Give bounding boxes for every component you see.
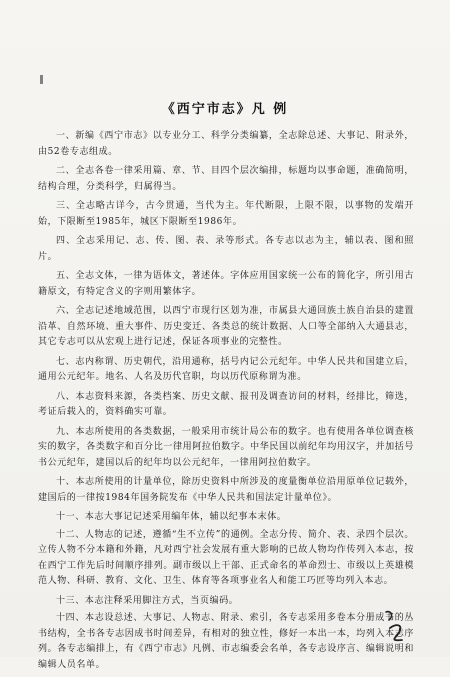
paragraph-6: 六、全志记述地域范围，以西宁市现行区划为准，市属县大通回族土族自治县的建置沿革、自然环境、重大事件、历史变迁、各类总的统计数据、人口等全部纳入大通县志，其它专志可以从宏观上进行记述，保证各项事业的完整性。	[38, 306, 414, 347]
paragraph-2: 二、全志各卷一律采用篇、章、节、目四个层次编排，标题均以事命题，准确简明，结构合理，分类科学，归属得当。	[38, 166, 414, 192]
paragraph-12: 十二、人物志的记述，遵循“生不立传”的通例。全志分传、简介、表、录四个层次。立传人物不分本籍和外籍，凡对西宁社会发展有重大影响的已故人物均作传列入本志，按在西宁工作先后时间顺序排列。副市级以上干部、正式命名的革命烈士、市级以上英雄模范人物、科研、教育、文化、卫生、体育等各项事业名人和能工巧匠等均列入本志。	[38, 529, 414, 586]
paragraph-14: 十四、本志设总述、大事记、人物志、附录、索引，各专志采用多卷本分册成书的丛书结构，全书各专志因成书时间差异，有相对的独立性，修好一本出一本，均列入本志序列。各专志编排上，有《西宁市志》凡例、市志编委会名单，各专志设序言、编辑说明和编辑人员名单。	[38, 613, 414, 670]
paragraph-11: 十一、本志大事记记述采用编年体，辅以纪事本末体。	[56, 512, 287, 522]
paragraph-10: 十、本志所使用的计量单位，除历史资料中所涉及的度量衡单位沿用原单位记载外，建国后的一律按1984年国务院发布《中华人民共和国法定计量单位》。	[38, 477, 414, 503]
paragraph-13: 十三、本志注释采用脚注方式，当页编码。	[56, 595, 239, 606]
handwritten-mark	[382, 606, 412, 646]
paragraph-5: 五、全志文体，一律为语体文，著述体。字体应用国家统一公布的简化字，所引用古籍原文，有特定含义的字则用繁体字。	[38, 271, 414, 297]
handwritten-mark-drawing	[382, 606, 412, 646]
paragraph-1: 一、新编《西宁市志》以专业分工、科学分类编纂，全志除总述、大事记、附录外，由52卷专志组成。	[38, 131, 414, 157]
page-title: 《西宁市志》凡 例	[161, 102, 289, 117]
scan-mark	[40, 75, 43, 84]
paragraph-8: 八、本志资料来源，各类档案、历史文献、报刊及调查访问的材料，经排比，筛选，考证后载入的，资料确实可靠。	[38, 391, 414, 417]
paragraph-7: 七、志内称谓、历史朝代，沿用通称，括号内记公元纪年。中华人民共和国建立后，通用公元纪年。地名、人名及历代官职，均以历代原称谓为准。	[38, 356, 414, 382]
paragraph-9: 九、本志所使用的各类数据，一般采用市统计局公布的数字。也有使用各单位调查核实的数字，各类数字和百分比一律用阿拉伯数字。中华民国以前纪年均用汉字，并加括号书公元纪年，建国以后的纪年均以公元纪年，一律用阿拉伯数字。	[38, 426, 414, 468]
paragraph-4: 四、全志采用记、志、传、图、表、录等形式。各专志以志为主，辅以表、图和照片。	[38, 236, 414, 262]
paragraph-3: 三、全志略古详今，古今贯通，当代为主。年代断限，上限不限，以事物的发端开始，下限断至1985年，城区下限断至1986年。	[38, 201, 414, 227]
document-body	[38, 129, 414, 677]
